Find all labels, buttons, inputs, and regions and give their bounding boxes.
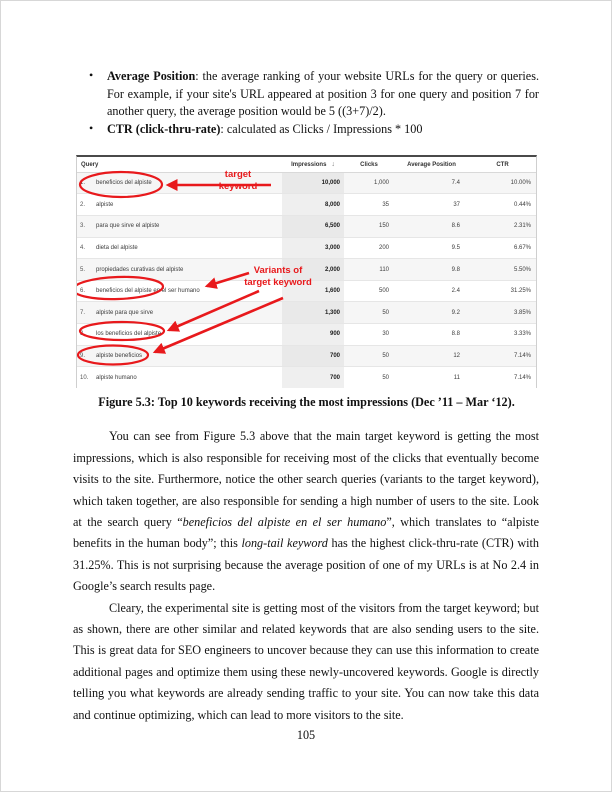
column-header-query: Query (77, 157, 282, 172)
cell-clicks: 110 (344, 259, 394, 281)
bullet-marker-icon: • (89, 120, 94, 135)
cell-query: beneficios del alpiste en el ser humano (95, 280, 282, 302)
cell-query: alpiste (95, 194, 282, 216)
cell-avg_position: 7.4 (394, 172, 469, 194)
table-row (77, 194, 536, 216)
bullet-term: Average Position (107, 69, 196, 83)
text-run: You can see from Figure 5.3 above that the main target keyword is getting the most impressions, which is also responsible for receiving most of the clicks that eventually become visits to the site. Furthermore, notice the other search queries (variants to the target keyword), which taken together, are also responsible for sending a high number of users to the site. Look at the search query “ (73, 429, 539, 529)
cell-num: 6. (77, 280, 95, 302)
cell-num: 3. (77, 216, 95, 238)
cell-query: alpiste humano (95, 367, 282, 389)
cell-ctr: 3.85% (469, 302, 536, 324)
cell-ctr: 2.31% (469, 216, 536, 238)
bullet-term: CTR (click-thru-rate) (107, 121, 221, 136)
table-row (77, 367, 536, 389)
column-header-ctr: CTR (469, 157, 536, 172)
cell-impressions: 2,000 (282, 259, 344, 281)
cell-ctr: 7.14% (469, 367, 536, 389)
body-paragraph-1 (73, 426, 539, 597)
table-row (77, 345, 536, 367)
cell-num: 8. (77, 324, 95, 346)
bullet-definition: : calculated as Clicks / Impressions * 100 (220, 121, 423, 136)
cell-clicks: 50 (344, 345, 394, 367)
table-row (77, 324, 536, 346)
cell-clicks: 50 (344, 367, 394, 389)
cell-ctr: 7.14% (469, 345, 536, 367)
body-paragraph-2 (73, 598, 539, 726)
cell-ctr: 10.00% (469, 172, 536, 194)
cell-avg_position: 9.5 (394, 237, 469, 259)
cell-query: beneficios del alpiste (95, 172, 282, 194)
cell-num: 10. (77, 367, 95, 389)
cell-ctr: 6.67% (469, 237, 536, 259)
text-run: has the highest click-thru-rate (CTR) with 31.25%. This is not surprising because the average position of one of my URLs is at No 2.4 in Google’s search results page. (73, 536, 539, 594)
figure-5-3 (76, 155, 537, 410)
cell-impressions: 700 (282, 345, 344, 367)
cell-ctr: 31.25% (469, 280, 536, 302)
cell-num: 7. (77, 302, 95, 324)
table-row (77, 237, 536, 259)
cell-query: dieta del alpiste (95, 237, 282, 259)
cell-avg_position: 2.4 (394, 280, 469, 302)
cell-impressions: 1,300 (282, 302, 344, 324)
italic-text-run: beneficios del alpiste en el ser humano (182, 515, 387, 529)
cell-avg_position: 8.6 (394, 216, 469, 238)
cell-clicks: 500 (344, 280, 394, 302)
keywords-table-screenshot (76, 155, 537, 388)
table-header-row (77, 157, 536, 172)
cell-avg_position: 9.8 (394, 259, 469, 281)
text-run: Cleary, the experimental site is getting most of the visitors from the target keyword; but as shown, there are other similar and related keywords that are also sending users to the site. This is great data for SEO engineers to uncover because they can use this information to create additional pages and optimize them using these newly-uncovered keywords. Google is directly telling you what keywords are already sending traffic to your site. You can now take this data and continue optimizing, which can lead to more visitors to the site. (73, 600, 539, 722)
cell-avg_position: 12 (394, 345, 469, 367)
cell-ctr: 0.44% (469, 194, 536, 216)
cell-query: propiedades curativas del alpiste (95, 259, 282, 281)
cell-clicks: 30 (344, 324, 394, 346)
cell-avg_position: 9.2 (394, 302, 469, 324)
bullet-text (107, 121, 539, 139)
variants-label: Variants of target keyword (244, 265, 312, 288)
cell-avg_position: 11 (394, 367, 469, 389)
cell-impressions: 6,500 (282, 216, 344, 238)
bullet-list (73, 68, 539, 138)
table-row (77, 302, 536, 324)
cell-impressions: 3,000 (282, 237, 344, 259)
cell-impressions: 1,600 (282, 280, 344, 302)
cell-clicks: 35 (344, 194, 394, 216)
cell-query: los beneficios del alpiste (95, 324, 282, 346)
column-header-impressions: Impressions ↓ (282, 157, 344, 172)
cell-query: para que sirve el alpiste (95, 216, 282, 238)
cell-query: alpiste beneficios (95, 345, 282, 367)
page-number: 105 (296, 728, 316, 742)
target-keyword-label: target keyword (218, 169, 258, 192)
bullet-item-average-position (73, 68, 539, 121)
cell-clicks: 1,000 (344, 172, 394, 194)
cell-impressions: 700 (282, 367, 344, 389)
cell-num: 4. (77, 237, 95, 259)
cell-impressions: 900 (282, 324, 344, 346)
cell-num: 9. (77, 345, 95, 367)
bullet-text (107, 68, 539, 121)
bullet-item-ctr (73, 121, 539, 139)
cell-impressions: 8,000 (282, 194, 344, 216)
cell-num: 5. (77, 259, 95, 281)
bullet-marker-icon: • (89, 68, 94, 82)
table-row (77, 172, 536, 194)
cell-ctr: 3.33% (469, 324, 536, 346)
text-run: ”, which translates to “alpiste benefits in the human body”; this (73, 515, 539, 551)
italic-text-run: long-tail keyword (241, 536, 328, 551)
cell-avg_position: 37 (394, 194, 469, 216)
bullet-definition: : the average ranking of your website URLs for the query or queries. For example, if your site's URL appeared at position 3 for one query and position 7 for another query, the average position would be 5 ((3+7)/2). (107, 69, 539, 119)
cell-ctr: 5.50% (469, 259, 536, 281)
cell-avg_position: 8.8 (394, 324, 469, 346)
cell-num: 1. (77, 172, 95, 194)
cell-clicks: 200 (344, 237, 394, 259)
cell-query: alpiste para que sirve (95, 302, 282, 324)
column-header-average-position: Average Position (394, 157, 469, 172)
cell-impressions: 10,000 (282, 172, 344, 194)
figure-caption: Figure 5.3: Top 10 keywords receiving the most impressions (Dec ’11 – Mar ‘12). (98, 395, 515, 410)
table-row (77, 216, 536, 238)
column-header-clicks: Clicks (344, 157, 394, 172)
cell-num: 2. (77, 194, 95, 216)
cell-clicks: 150 (344, 216, 394, 238)
cell-clicks: 50 (344, 302, 394, 324)
sort-descending-icon: ↓ (331, 161, 335, 169)
